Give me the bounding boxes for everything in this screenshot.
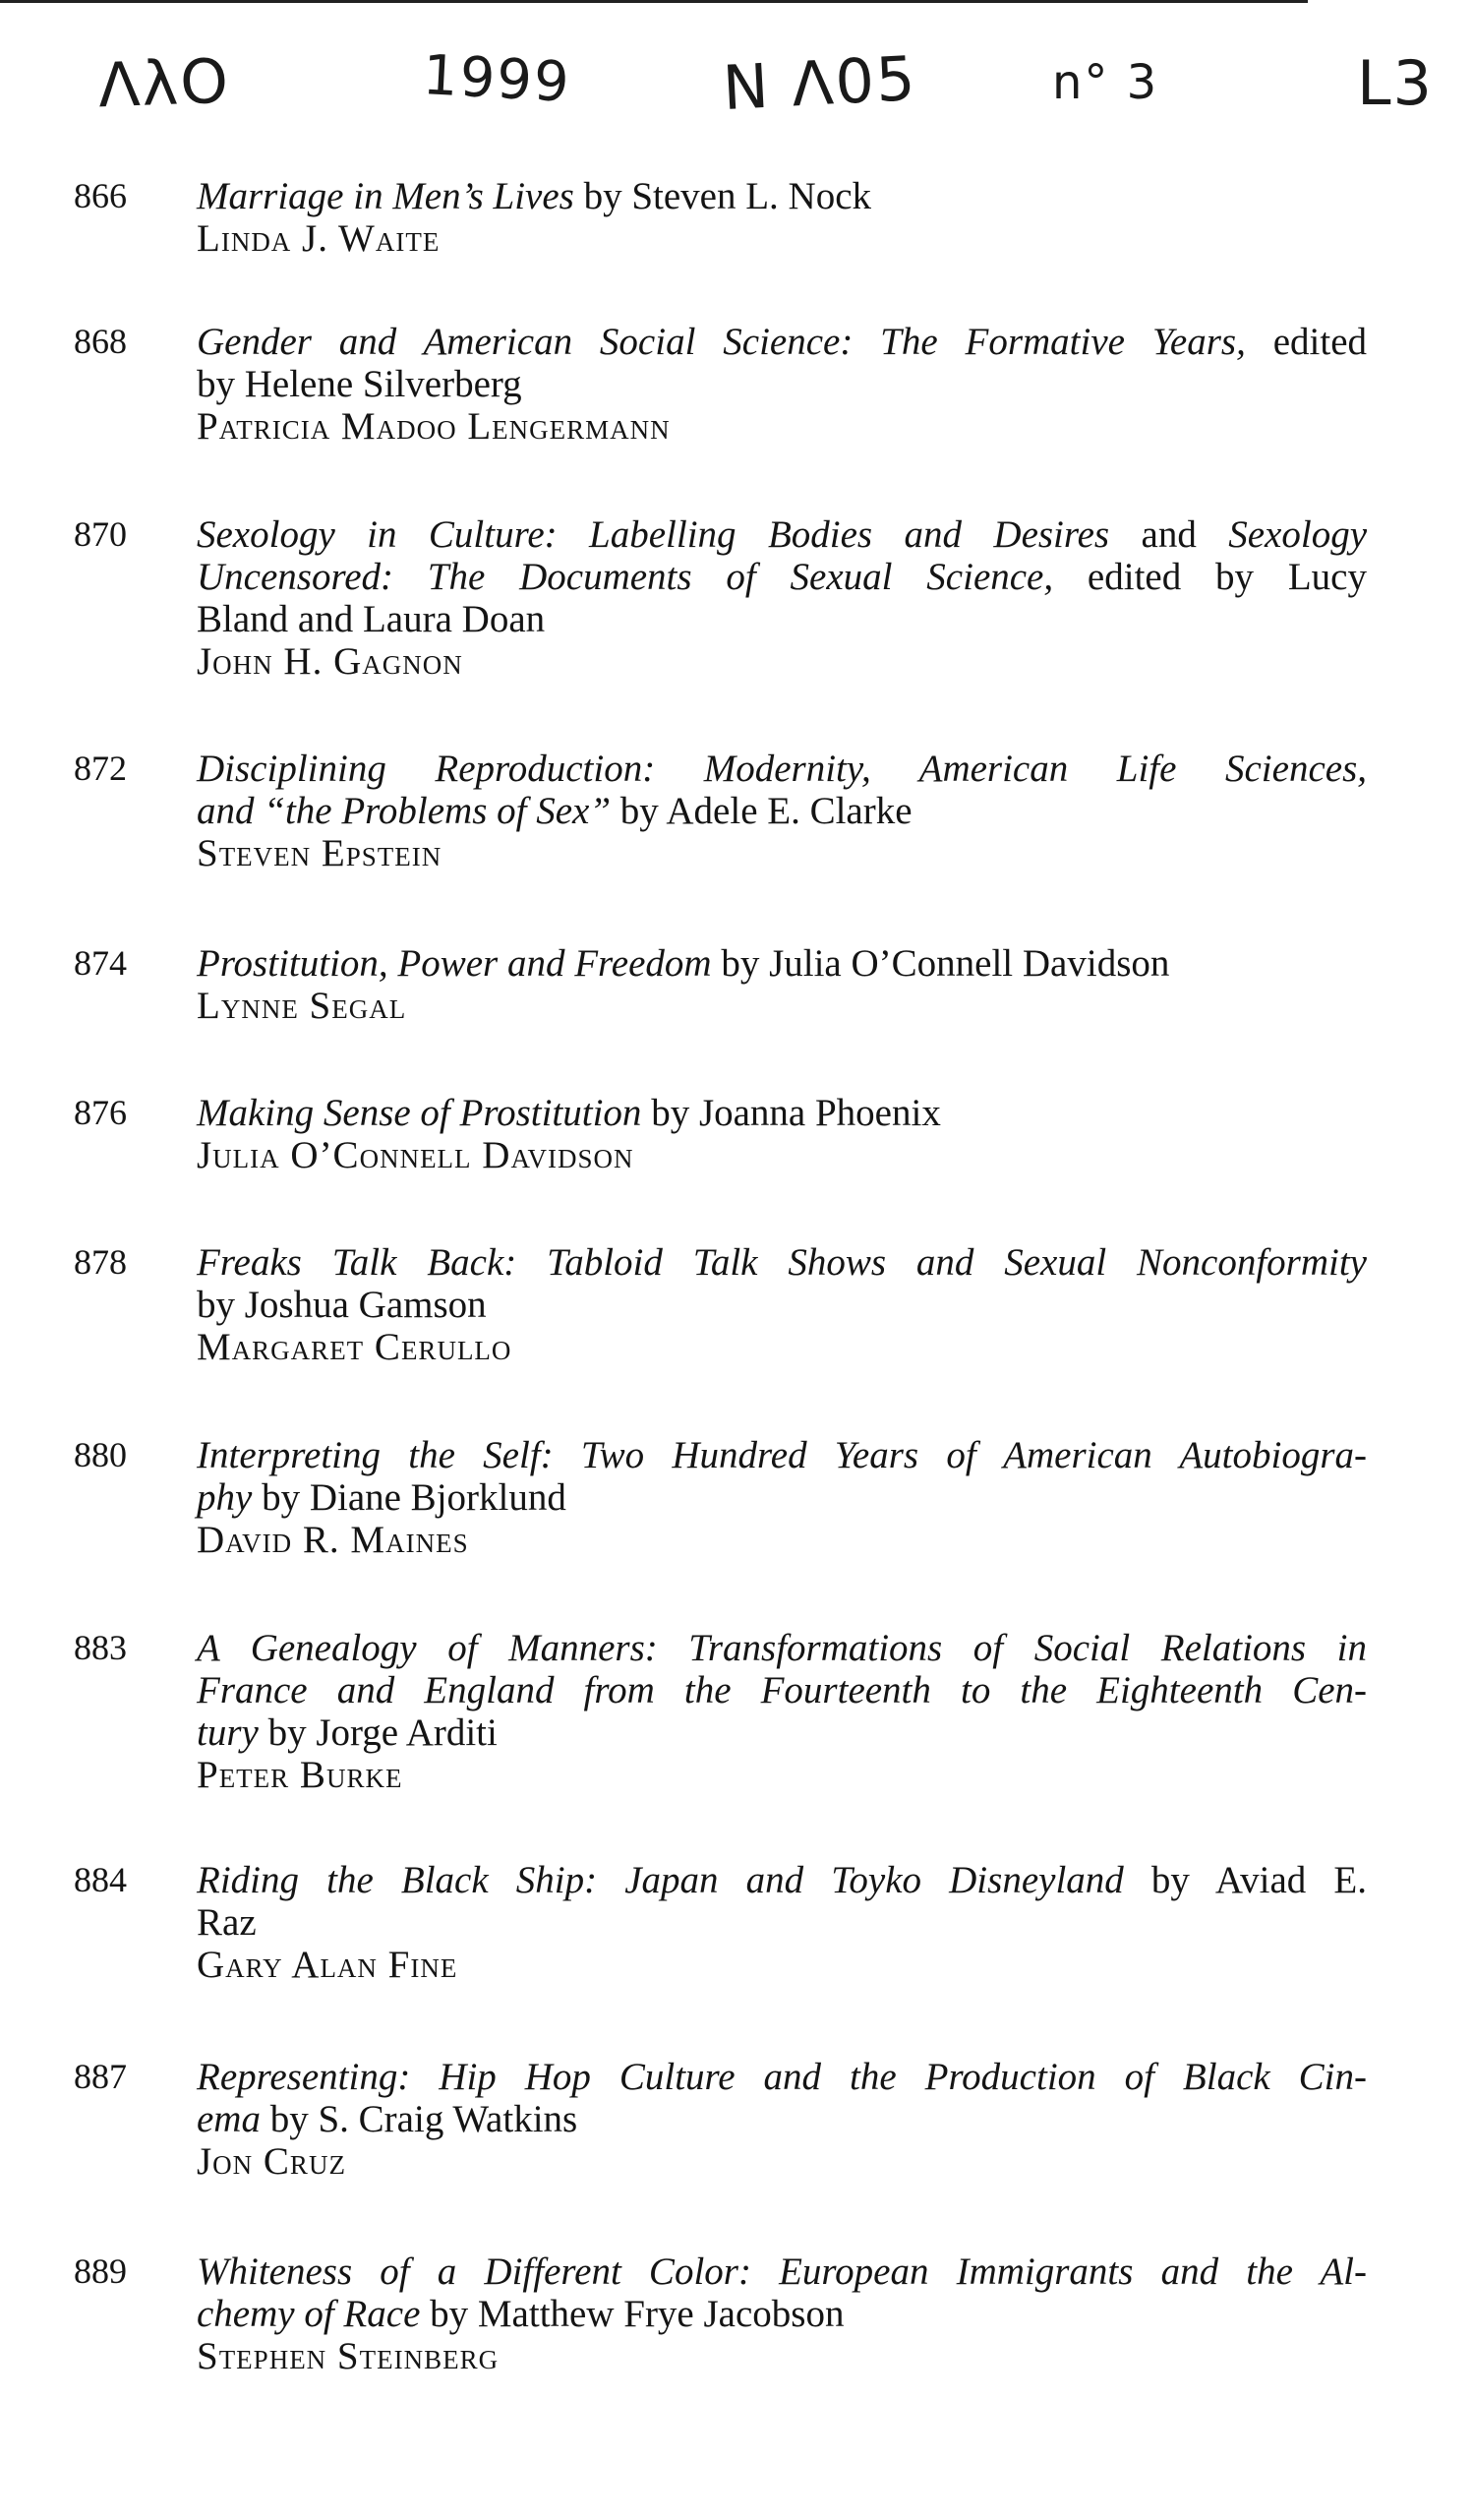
entry-citation <box>197 2056 1367 2183</box>
citation-line <box>197 942 1367 985</box>
citation-text-segment: by Jorge Arditi <box>258 1711 498 1754</box>
page-number: 878 <box>74 1242 127 1282</box>
book-title-segment: tury <box>197 1711 259 1754</box>
citation-text-segment: by S. Craig Watkins <box>260 2098 578 2140</box>
book-title-segment: Making Sense of Prostitution <box>197 1092 642 1134</box>
citation-line <box>197 1434 1367 1476</box>
citation-text-segment: and <box>1109 513 1229 556</box>
citation-text-segment: edited <box>1245 321 1367 363</box>
handwritten-number: n° 3 <box>1052 55 1159 110</box>
reviewer-name: Jon Cruz <box>197 2140 346 2183</box>
book-title-segment: Riding the Black Ship: Japan and Toyko Disneyland <box>197 1859 1124 1901</box>
citation-line <box>197 363 1367 405</box>
book-title-segment: Whiteness of a Different Color: European Immigrants and the Al- <box>197 2250 1367 2293</box>
citation-text-segment: by Steven L. Nock <box>573 175 872 217</box>
page-number: 866 <box>74 176 127 215</box>
handwritten-volume: N Λ05 <box>721 41 919 125</box>
top-rule <box>0 0 1308 3</box>
citation-text-segment: by Helene Silverberg <box>197 363 522 405</box>
citation-line <box>197 1627 1367 1669</box>
citation-text-segment: by Diane Bjorklund <box>252 1476 566 1519</box>
reviewer-name: David R. Maines <box>197 1519 469 1561</box>
reviewer-name: Gary Alan Fine <box>197 1944 458 1986</box>
citation-line <box>197 790 1367 832</box>
page-number: 884 <box>74 1860 127 1899</box>
book-title-segment: A Genealogy of Manners: Transformations of Social Relations in <box>197 1627 1367 1669</box>
book-title-segment: Representing: Hip Hop Culture and the Production of Black Cin- <box>197 2056 1367 2098</box>
entry-citation <box>197 1241 1367 1368</box>
citation-text-segment: by Joshua Gamson <box>197 1284 487 1326</box>
reviewer-name: Linda J. Waite <box>197 217 441 260</box>
book-title-segment: Freaks Talk Back: Tabloid Talk Shows and Sexual Nonconformity <box>197 1241 1367 1284</box>
book-title-segment: Sexology in Culture: Labelling Bodies and Desires <box>197 513 1110 556</box>
page-number: 880 <box>74 1435 127 1474</box>
book-title-segment: and “the Problems of Sex” <box>197 790 612 832</box>
citation-line <box>197 2056 1367 2098</box>
handwritten-code: ΛλO <box>96 44 232 122</box>
citation-line <box>197 556 1367 598</box>
entry-citation <box>197 942 1367 1027</box>
reviewer-name: Peter Burke <box>197 1754 403 1796</box>
citation-line <box>197 2250 1367 2293</box>
page-number: 874 <box>74 943 127 983</box>
book-title-segment: Marriage in Men’s Lives <box>197 175 574 217</box>
citation-line <box>197 1476 1367 1519</box>
handwritten-header <box>0 30 1473 138</box>
page-number: 889 <box>74 2251 127 2291</box>
citation-line <box>197 1901 1367 1944</box>
book-title-segment: France and England from the Fourteenth to the Eighteenth Cen- <box>197 1669 1367 1711</box>
entry-citation <box>197 513 1367 683</box>
citation-line <box>197 598 1367 640</box>
entry-citation <box>197 1627 1367 1796</box>
reviewer-name: John H. Gagnon <box>197 640 463 683</box>
citation-line <box>197 2293 1367 2335</box>
page-number: 883 <box>74 1628 127 1667</box>
citation-line <box>197 1092 1367 1134</box>
citation-line <box>197 1711 1367 1754</box>
citation-text-segment: by Joanna Phoenix <box>641 1092 941 1134</box>
citation-line <box>197 1859 1367 1901</box>
book-title-segment: Prostitution, Power and Freedom <box>197 942 712 985</box>
citation-line <box>197 175 1367 217</box>
reviewer-name: Lynne Segal <box>197 985 407 1027</box>
page-number: 870 <box>74 514 127 554</box>
book-title-segment: Disciplining Reproduction: Modernity, American Life Sciences, <box>197 748 1367 790</box>
page-number: 872 <box>74 749 127 788</box>
entry-citation <box>197 1859 1367 1986</box>
reviewer-name: Steven Epstein <box>197 832 442 874</box>
citation-line <box>197 1284 1367 1326</box>
citation-line <box>197 2098 1367 2140</box>
reviewer-name: Margaret Cerullo <box>197 1326 512 1368</box>
book-title-segment: Gender and American Social Science: The Formative Years, <box>197 321 1246 363</box>
citation-text-segment: edited by Lucy <box>1053 556 1367 598</box>
citation-line <box>197 513 1367 556</box>
book-title-segment: Interpreting the Self: Two Hundred Years of American Autobiogra- <box>197 1434 1367 1476</box>
book-title-segment: chemy of Race <box>197 2293 421 2335</box>
book-title-segment: ema <box>197 2098 261 2140</box>
citation-text-segment: Bland and Laura Doan <box>197 598 546 640</box>
citation-text-segment: Raz <box>197 1901 257 1944</box>
entry-citation <box>197 2250 1367 2377</box>
handwritten-year: 1999 <box>421 43 573 115</box>
page-number: 887 <box>74 2057 127 2096</box>
reviewer-name: Stephen Steinberg <box>197 2335 500 2377</box>
citation-line <box>197 321 1367 363</box>
citation-text-segment: by Adele E. Clarke <box>611 790 913 832</box>
citation-line <box>197 1241 1367 1284</box>
citation-text-segment: by Julia O’Connell Davidson <box>711 942 1170 985</box>
handwritten-mark: L3 <box>1357 47 1434 119</box>
book-title-segment: Uncensored: The Documents of Sexual Science, <box>197 556 1054 598</box>
book-title-segment: Sexology <box>1228 513 1367 556</box>
entry-citation <box>197 1092 1367 1176</box>
entry-citation <box>197 1434 1367 1561</box>
page-number: 876 <box>74 1093 127 1132</box>
citation-line <box>197 1669 1367 1711</box>
citation-text-segment: by Aviad E. <box>1123 1859 1367 1901</box>
citation-text-segment: by Matthew Frye Jacobson <box>420 2293 845 2335</box>
book-title-segment: phy <box>197 1476 253 1519</box>
reviewer-name: Julia O’Connell Davidson <box>197 1134 634 1176</box>
page-number: 868 <box>74 322 127 361</box>
entry-citation <box>197 175 1367 260</box>
reviewer-name: Patricia Madoo Lengermann <box>197 405 671 448</box>
citation-line <box>197 748 1367 790</box>
entry-citation <box>197 748 1367 874</box>
entry-citation <box>197 321 1367 448</box>
